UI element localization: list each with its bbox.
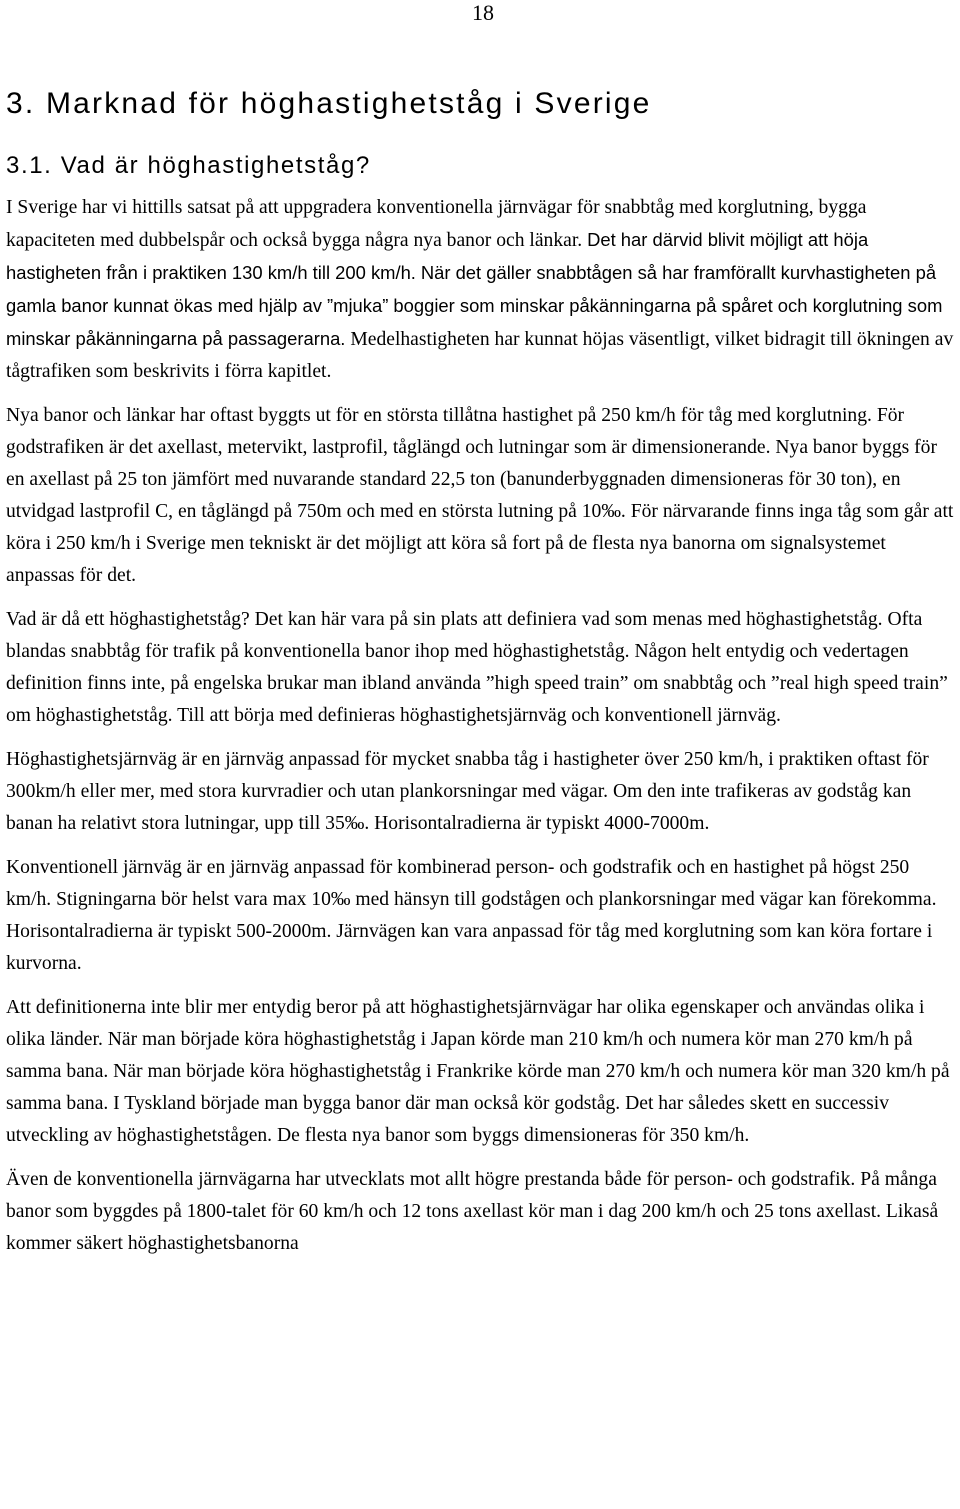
paragraph-1 (6, 192, 958, 388)
paragraph-1-part-b: Det har därvid blivit möjligt att höja hastigheten från i praktiken 130 km/h till 200 km/h. (6, 229, 869, 283)
paragraph-4: Höghastighetsjärnväg är en järnväg anpassad för mycket snabba tåg i hastigheter över 250 km/h, i praktiken oftast för 300km/h eller mer, med stora kurvradier och utan plankorsningar med vägar. Om den inte trafikeras av godståg kan banan ha relativt stora lutningar, upp till 35‰. Horisontalradierna är typiskt 4000-7000m. (6, 749, 929, 834)
paragraph-7: Även de konventionella järnvägarna har utvecklats mot allt högre prestanda både för person- och godstrafik. På många banor som byggdes på 1800-talet för 60 km/h och 12 tons axellast kör man i dag 200 km/h och 25 tons axellast. Likaså kommer säkert höghastighetsbanorna (6, 1169, 939, 1254)
paragraph-1-part-a: I Sverige har vi hittills satsat på att uppgradera konventionella järnvägar för snabbtåg med korglutning, bygga kapaciteten med dubbelspår och också bygga några nya banor och länkar. (6, 197, 867, 251)
paragraph-6: Att definitionerna inte blir mer entydig beror på att höghastighetsjärnvägar har olika egenskaper och användas olika i olika länder. När man började köra höghastighetståg i Japan körde man 210 km/h och numera kör man 270 km/h på samma bana. När man började köra höghastighetståg i Frankrike körde man 270 km/h och numera kör man 320 km/h på samma bana. I Tyskland började man bygga banor där man också kör godståg. Det har således skett en successiv utveckling av höghastighetstågen. De flesta nya banor som byggs dimensioneras för 350 km/h. (6, 997, 950, 1146)
paragraph-1-part-d: Medelhastigheten har kunnat höjas väsentligt, vilket bidragit till ökningen av tågtrafiken som beskrivits i förra kapitlet. (6, 329, 954, 382)
paragraph-5: Konventionell järnväg är en järnväg anpassad för kombinerad person- och godstrafik och en hastighet på högst 250 km/h. Stigningarna bör helst vara max 10‰ med hänsyn till godstågen och plankorsningar med vägar kan förekomma. Horisontalradierna är typiskt 500-2000m. Järnvägen kan vara anpassad för tåg med korglutning som kan köra fortare i kurvorna. (6, 857, 937, 974)
paragraph-3: Vad är då ett höghastighetståg? Det kan här vara på sin plats att definiera vad som menas med höghastighetståg. Ofta blandas snabbtåg för trafik på konventionella banor ihop med höghastighetståg. Någon helt entydig och vedertagen definition finns inte, på engelska brukar man ibland använda ”high speed train” om snabbtåg och ”real high speed train” om höghastighetståg. Till att börja med definieras höghastighetsjärnväg och konventionell järnväg. (6, 609, 948, 726)
page-number: 18 (472, 0, 494, 25)
body-text (6, 192, 958, 1272)
paragraph-2: Nya banor och länkar har oftast byggts ut för en största tillåtna hastighet på 250 km/h för tåg med korglutning. För godstrafiken är det axellast, metervikt, lastprofil, tåglängd och lutningar som är dimensionerande. Nya banor byggs för en axellast på 25 ton jämfört med nuvarande standard 22,5 ton (banunderbyggnaden dimensioneras för 30 ton), en utvidgad lastprofil C, en tåglängd på 750m och med en största lutning på 10‰. För närvarande finns inga tåg som går att köra i 250 km/h i Sverige men tekniskt är det möjligt att köra så fort på de flesta nya banorna om signalsystemet anpassas för det. (6, 405, 954, 586)
section-heading: 3.1. Vad är höghastighetståg? (6, 152, 371, 179)
paragraph-1-part-c: När det gäller snabbtågen så har framförallt kurvhastigheten på gamla banor kunnat ökas med hjälp av ”mjuka” boggier som minskar påkänningarna på spåret och korglutning som minskar påkänningarna på passagerarna. (6, 262, 943, 349)
chapter-heading: 3. Marknad för höghastighetståg i Sverige (6, 87, 652, 120)
